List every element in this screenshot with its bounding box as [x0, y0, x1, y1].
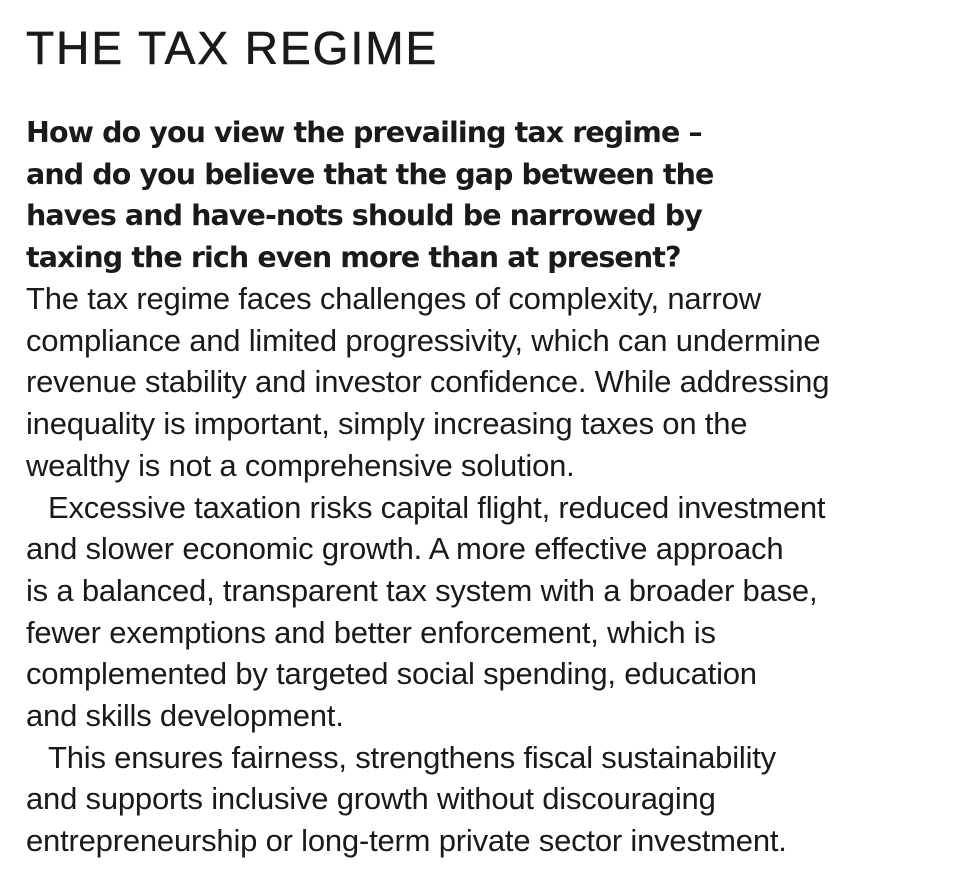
question-line: How do you view the prevailing tax regime – — [26, 116, 702, 149]
interview-question — [26, 112, 941, 278]
answer-line: complemented by targeted social spending, education — [26, 656, 757, 692]
answer-line: entrepreneurship or long-term private sector investment. — [26, 823, 787, 859]
question-line: taxing the rich even more than at present? — [26, 240, 681, 274]
answer-line: wealthy is not a comprehensive solution. — [26, 447, 575, 483]
answer-line: and slower economic growth. A more effective approach — [26, 531, 784, 567]
answer-line: inequality is important, simply increasing taxes on the — [26, 406, 748, 442]
answer-line: revenue stability and investor confidence. While addressing — [26, 364, 830, 400]
answer-line: The tax regime faces challenges of complexity, narrow — [26, 281, 761, 316]
answer-line: Excessive taxation risks capital flight, reduced investment — [48, 489, 826, 525]
answer-paragraph-1 — [26, 278, 941, 487]
answer-line: compliance and limited progressivity, which can undermine — [26, 322, 821, 358]
answer-line: and skills development. — [26, 698, 344, 734]
answer-line: This ensures fairness, strengthens fiscal sustainability — [48, 739, 776, 775]
article — [26, 20, 941, 862]
answer-paragraph-3 — [26, 737, 941, 862]
answer-line: and supports inclusive growth without discouraging — [26, 781, 716, 817]
section-title: THE TAX REGIME — [26, 22, 439, 74]
question-line: haves and have-nots should be narrowed by — [26, 199, 702, 232]
answer-line: is a balanced, transparent tax system with a broader base, — [26, 572, 818, 608]
answer-paragraph-2 — [26, 487, 941, 737]
answer-line: fewer exemptions and better enforcement, which is — [26, 614, 716, 650]
question-line: and do you believe that the gap between the — [26, 157, 714, 191]
